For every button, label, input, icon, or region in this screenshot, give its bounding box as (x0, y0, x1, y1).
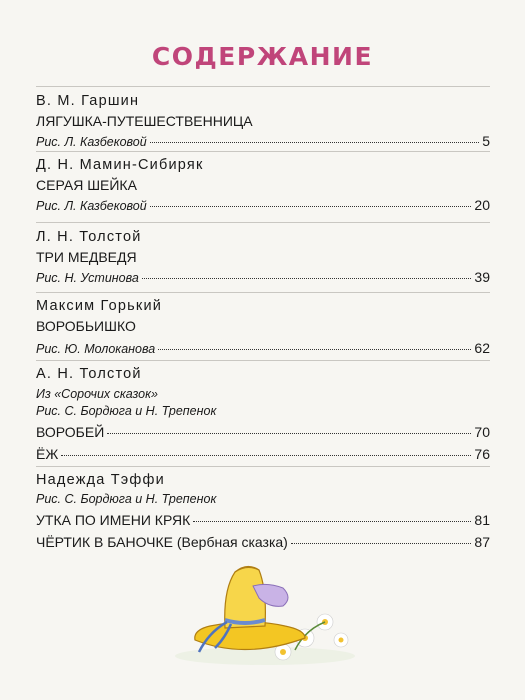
page-number: 39 (474, 269, 490, 285)
dot-leader (158, 349, 471, 350)
story-title: ЛЯГУШКА-ПУТЕШЕСТВЕННИЦА (36, 113, 253, 129)
divider (36, 151, 490, 152)
toc-entry (36, 298, 490, 357)
story-title: ЁЖ (36, 446, 59, 462)
page-number: 87 (474, 534, 490, 550)
story-title: ЧЁРТИК В БАНОЧКЕ (Вербная сказка) (36, 534, 288, 550)
dot-leader (61, 455, 471, 456)
toc-entry (36, 366, 490, 466)
page-number: 20 (474, 197, 490, 213)
collection-note: Из «Сорочих сказок» (36, 387, 158, 401)
page-number: 76 (474, 446, 490, 462)
dot-leader (193, 521, 471, 522)
divider (36, 222, 490, 223)
divider (36, 292, 490, 293)
author-name: В. М. Гаршин (36, 93, 140, 109)
author-name: Надежда Тэффи (36, 472, 165, 488)
page-number: 81 (474, 512, 490, 528)
dot-leader (150, 142, 479, 143)
dot-leader (107, 433, 471, 434)
toc-entry (36, 157, 490, 214)
page-number: 62 (474, 340, 490, 356)
author-name: Максим Горький (36, 298, 163, 314)
illustrator-credit: Рис. С. Бордюга и Н. Трепенок (36, 404, 217, 418)
author-name: Д. Н. Мамин-Сибиряк (36, 157, 204, 173)
author-name: А. Н. Толстой (36, 366, 142, 382)
author-name: Л. Н. Толстой (36, 229, 142, 245)
divider (36, 360, 490, 361)
illustrator-credit: Рис. С. Бордюга и Н. Трепенок (36, 492, 217, 506)
story-title: УТКА ПО ИМЕНИ КРЯК (36, 512, 191, 528)
story-title: ВОРОБЕЙ (36, 424, 105, 440)
ground-shadow (175, 647, 355, 665)
toc-entry (36, 472, 490, 554)
illustrator-credit: Рис. Н. Устинова (36, 271, 139, 285)
story-title: ТРИ МЕДВЕДЯ (36, 249, 137, 265)
story-title: СЕРАЯ ШЕЙКА (36, 177, 137, 193)
divider (36, 466, 490, 467)
page-title: СОДЕРЖАНИЕ (151, 42, 374, 71)
illustrator-credit: Рис. Л. Казбековой (36, 135, 147, 149)
toc-entry (36, 229, 490, 286)
illustrator-credit: Рис. Л. Казбековой (36, 199, 147, 213)
hat-illustration (155, 560, 355, 670)
divider (36, 86, 490, 87)
straw-hat (195, 566, 305, 652)
page-number: 5 (482, 133, 490, 149)
page-number: 70 (474, 424, 490, 440)
illustrator-credit: Рис. Ю. Молоканова (36, 342, 156, 356)
dot-leader (142, 278, 472, 279)
dot-leader (150, 206, 472, 207)
toc-entry (36, 93, 490, 150)
dot-leader (291, 543, 472, 544)
story-title: ВОРОБЬИШКО (36, 318, 136, 334)
